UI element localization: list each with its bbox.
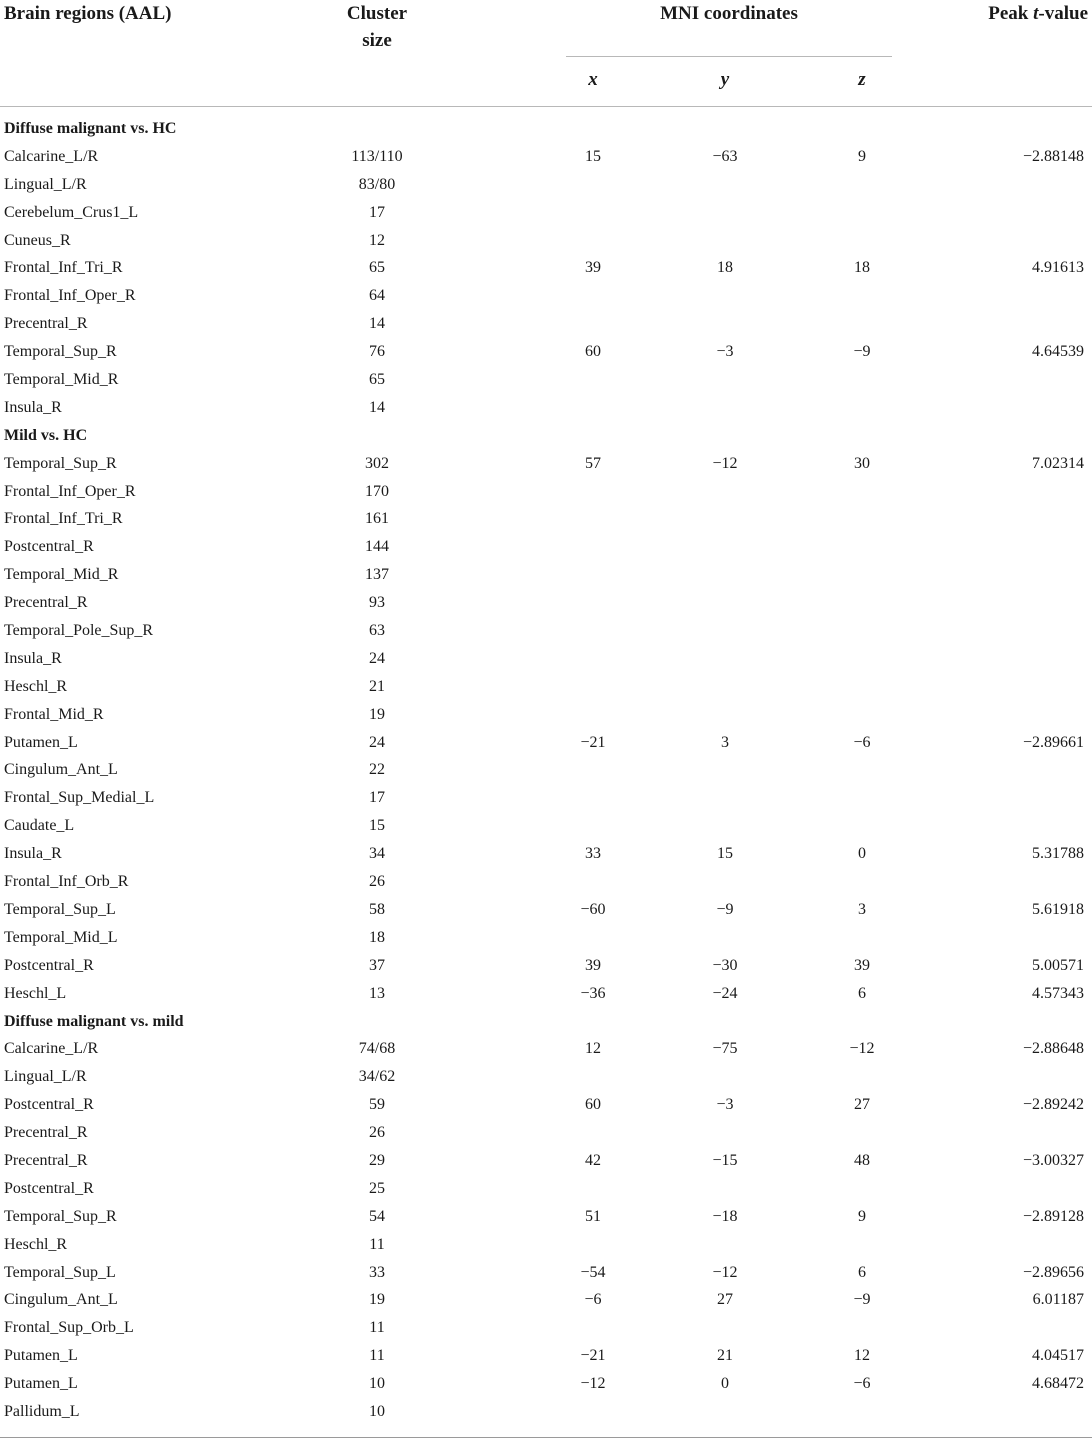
table-row <box>0 1119 1092 1147</box>
cell-x: 15 <box>585 147 601 165</box>
cell-cluster-size: 34 <box>369 845 385 863</box>
cell-region: Cuneus_R <box>4 231 71 249</box>
cell-cluster-size: 65 <box>369 371 385 389</box>
table-row <box>0 310 1092 338</box>
cell-x: 57 <box>585 454 601 472</box>
cell-region: Temporal_Sup_R <box>4 1207 117 1225</box>
cell-peak-t: 5.00571 <box>1032 956 1084 974</box>
cell-region: Frontal_Sup_Orb_L <box>4 1319 134 1337</box>
cell-cluster-size: 34/62 <box>358 1068 396 1086</box>
cell-x: 39 <box>585 956 601 974</box>
cell-peak-t: −2.89656 <box>1022 1263 1084 1281</box>
cell-region: Postcentral_R <box>4 1179 94 1197</box>
cell-x: 51 <box>585 1207 601 1225</box>
cell-cluster-size: 65 <box>369 259 385 277</box>
cell-x: 42 <box>585 1151 601 1169</box>
table-row <box>0 589 1092 617</box>
cell-z: −12 <box>849 1040 875 1058</box>
table-row <box>0 1370 1092 1398</box>
cell-cluster-size: 11 <box>369 1235 385 1253</box>
column-header-y: y <box>720 69 730 90</box>
cell-z: 48 <box>854 1151 870 1169</box>
cell-peak-t: −2.89128 <box>1022 1207 1084 1225</box>
cell-region: Temporal_Sup_L <box>4 900 116 918</box>
table-row <box>0 645 1092 673</box>
cluster-header-line2: size <box>362 30 392 51</box>
table-row <box>0 784 1092 812</box>
cell-x: 12 <box>585 1040 601 1058</box>
table-row <box>0 924 1092 952</box>
cell-z: −6 <box>853 1375 871 1393</box>
cell-z: 12 <box>854 1347 870 1365</box>
cell-cluster-size: 83/80 <box>358 175 396 193</box>
cell-cluster-size: 11 <box>369 1347 385 1365</box>
cell-region: Lingual_L/R <box>4 1068 87 1086</box>
cell-z: 3 <box>858 900 866 918</box>
cell-cluster-size: 14 <box>369 315 385 333</box>
table-row <box>0 617 1092 645</box>
cell-region: Cerebelum_Crus1_L <box>4 203 139 221</box>
cell-peak-t: 4.04517 <box>1032 1347 1084 1365</box>
cell-cluster-size: 29 <box>369 1151 385 1169</box>
cell-z: −6 <box>853 733 871 751</box>
cell-cluster-size: 22 <box>369 761 385 779</box>
cell-region: Heschl_L <box>4 984 67 1002</box>
cell-x: −36 <box>580 984 606 1002</box>
cell-y: 27 <box>717 1291 733 1309</box>
cell-cluster-size: 19 <box>369 705 385 723</box>
table-body <box>0 115 1092 1426</box>
cell-region: Putamen_L <box>4 1375 78 1393</box>
column-header-region: Brain regions (AAL) <box>4 3 172 24</box>
cell-region: Precentral_R <box>4 1124 88 1142</box>
cell-region: Heschl_R <box>4 677 68 695</box>
cell-cluster-size: 113/110 <box>351 147 403 165</box>
cell-y: −18 <box>712 1207 738 1225</box>
table-row <box>0 896 1092 924</box>
cell-region: Temporal_Mid_R <box>4 371 119 389</box>
cell-x: −6 <box>584 1291 602 1309</box>
cell-cluster-size: 37 <box>369 956 385 974</box>
table-header <box>0 0 1092 107</box>
peak-suffix: -value <box>1038 3 1088 24</box>
column-header-x: x <box>588 69 598 90</box>
cell-region: Calcarine_L/R <box>4 1040 99 1058</box>
cell-cluster-size: 21 <box>369 677 385 695</box>
cell-region: Postcentral_R <box>4 538 94 556</box>
cell-y: −24 <box>712 984 738 1002</box>
cell-cluster-size: 15 <box>369 817 385 835</box>
cell-x: −54 <box>580 1263 606 1281</box>
table-row <box>0 1342 1092 1370</box>
cell-z: −9 <box>853 343 871 361</box>
cell-region: Cingulum_Ant_L <box>4 761 118 779</box>
cell-cluster-size: 11 <box>369 1319 385 1337</box>
cell-z: 0 <box>858 845 866 863</box>
cell-x: −21 <box>580 733 606 751</box>
cell-z: 18 <box>854 259 870 277</box>
cell-y: −9 <box>716 900 734 918</box>
table-row <box>0 171 1092 199</box>
cell-cluster-size: 144 <box>365 538 389 556</box>
cell-cluster-size: 18 <box>369 928 385 946</box>
cell-region: Precentral_R <box>4 594 88 612</box>
table-row <box>0 254 1092 282</box>
cell-region: Frontal_Inf_Oper_R <box>4 482 136 500</box>
cell-y: −15 <box>712 1151 738 1169</box>
cell-cluster-size: 14 <box>369 398 385 416</box>
cell-cluster-size: 63 <box>369 622 385 640</box>
cell-region: Heschl_R <box>4 1235 68 1253</box>
table-row <box>0 366 1092 394</box>
table-row <box>0 199 1092 227</box>
cell-z: 39 <box>854 956 870 974</box>
cell-cluster-size: 170 <box>365 482 389 500</box>
table-row <box>0 450 1092 478</box>
cell-region: Frontal_Inf_Tri_R <box>4 510 123 528</box>
cell-cluster-size: 24 <box>369 649 385 667</box>
table-row <box>0 1314 1092 1342</box>
table-row <box>0 338 1092 366</box>
column-header-cluster-size <box>318 0 436 54</box>
table-row <box>0 701 1092 729</box>
cell-cluster-size: 26 <box>369 873 385 891</box>
table-row <box>0 1035 1092 1063</box>
table-row <box>0 729 1092 757</box>
column-header-peak-t <box>988 0 1088 27</box>
cell-peak-t: −3.00327 <box>1022 1151 1084 1169</box>
cell-cluster-size: 19 <box>369 1291 385 1309</box>
cell-cluster-size: 17 <box>369 789 385 807</box>
column-header-z: z <box>858 69 866 90</box>
cell-cluster-size: 17 <box>369 203 385 221</box>
cell-x: −21 <box>580 1347 606 1365</box>
cell-z: 27 <box>854 1096 870 1114</box>
section-title: Diffuse malignant vs. mild <box>4 1012 184 1030</box>
cell-y: −3 <box>716 343 734 361</box>
table-row <box>0 840 1092 868</box>
cell-region: Temporal_Mid_L <box>4 928 118 946</box>
cell-region: Postcentral_R <box>4 956 94 974</box>
cell-peak-t: 7.02314 <box>1032 454 1084 472</box>
cell-region: Temporal_Sup_L <box>4 1263 116 1281</box>
cell-cluster-size: 10 <box>369 1402 385 1420</box>
cell-peak-t: −2.89661 <box>1022 733 1084 751</box>
cell-cluster-size: 302 <box>365 454 389 472</box>
table-row <box>0 868 1092 896</box>
cell-peak-t: −2.89242 <box>1022 1096 1084 1114</box>
cell-region: Frontal_Inf_Orb_R <box>4 873 129 891</box>
section-header-row <box>0 422 1092 450</box>
table-row <box>0 952 1092 980</box>
cell-cluster-size: 33 <box>369 1263 385 1281</box>
cell-region: Putamen_L <box>4 1347 78 1365</box>
cell-peak-t: −2.88648 <box>1022 1040 1084 1058</box>
table-row <box>0 812 1092 840</box>
cell-cluster-size: 76 <box>369 343 385 361</box>
cell-z: 30 <box>854 454 870 472</box>
cell-peak-t: −2.88148 <box>1022 147 1084 165</box>
cell-cluster-size: 137 <box>365 566 389 584</box>
table-row <box>0 1259 1092 1287</box>
cell-x: 60 <box>585 343 601 361</box>
table-row <box>0 1147 1092 1175</box>
cell-region: Frontal_Mid_R <box>4 705 104 723</box>
cell-region: Frontal_Inf_Tri_R <box>4 259 123 277</box>
table-row <box>0 1175 1092 1203</box>
table-row <box>0 1063 1092 1091</box>
table-row <box>0 505 1092 533</box>
cell-y: −30 <box>712 956 738 974</box>
cell-cluster-size: 74/68 <box>358 1040 396 1058</box>
cell-region: Temporal_Pole_Sup_R <box>4 622 154 640</box>
cell-region: Precentral_R <box>4 315 88 333</box>
cell-peak-t: 5.61918 <box>1032 900 1084 918</box>
section-header-row <box>0 1008 1092 1036</box>
cell-y: −12 <box>712 454 738 472</box>
cell-region: Putamen_L <box>4 733 78 751</box>
cell-y: −3 <box>716 1096 734 1114</box>
table-bottom-rule <box>0 1437 1092 1438</box>
table-row <box>0 143 1092 171</box>
cell-y: −12 <box>712 1263 738 1281</box>
cell-cluster-size: 54 <box>369 1207 385 1225</box>
cell-region: Lingual_L/R <box>4 175 87 193</box>
table-row <box>0 478 1092 506</box>
cell-region: Insula_R <box>4 649 62 667</box>
cell-region: Temporal_Sup_R <box>4 454 117 472</box>
cell-peak-t: 5.31788 <box>1032 845 1084 863</box>
cell-cluster-size: 24 <box>369 733 385 751</box>
cell-cluster-size: 10 <box>369 1375 385 1393</box>
cell-x: 33 <box>585 845 601 863</box>
cell-cluster-size: 64 <box>369 287 385 305</box>
cell-peak-t: 6.01187 <box>1032 1291 1084 1309</box>
table-row <box>0 1091 1092 1119</box>
cell-cluster-size: 59 <box>369 1096 385 1114</box>
cell-region: Cingulum_Ant_L <box>4 1291 118 1309</box>
cell-cluster-size: 161 <box>365 510 389 528</box>
cell-cluster-size: 93 <box>369 594 385 612</box>
table-row <box>0 1231 1092 1259</box>
cell-z: 6 <box>858 984 866 1002</box>
cell-peak-t: 4.91613 <box>1032 259 1084 277</box>
table-row <box>0 1203 1092 1231</box>
table-row <box>0 756 1092 784</box>
cell-z: 9 <box>858 1207 866 1225</box>
cell-y: 21 <box>717 1347 733 1365</box>
cell-cluster-size: 26 <box>369 1124 385 1142</box>
cell-cluster-size: 12 <box>369 231 385 249</box>
section-title: Diffuse malignant vs. HC <box>4 120 177 137</box>
table-row <box>0 673 1092 701</box>
cell-peak-t: 4.68472 <box>1032 1375 1084 1393</box>
table-row <box>0 282 1092 310</box>
cell-z: −9 <box>853 1291 871 1309</box>
cell-x: 39 <box>585 259 601 277</box>
cell-cluster-size: 13 <box>369 984 385 1002</box>
peak-prefix: Peak <box>988 3 1034 24</box>
cell-x: 60 <box>585 1096 601 1114</box>
cell-x: −12 <box>580 1375 606 1393</box>
cell-y: 18 <box>717 259 733 277</box>
cell-y: −63 <box>712 147 738 165</box>
table-row <box>0 394 1092 422</box>
table-row <box>0 533 1092 561</box>
cell-region: Temporal_Sup_R <box>4 343 117 361</box>
cell-region: Temporal_Mid_R <box>4 566 119 584</box>
cell-region: Frontal_Inf_Oper_R <box>4 287 136 305</box>
table-row <box>0 980 1092 1008</box>
section-title: Mild vs. HC <box>4 426 88 444</box>
cell-peak-t: 4.57343 <box>1032 984 1084 1002</box>
cell-z: 6 <box>858 1263 866 1281</box>
cell-peak-t: 4.64539 <box>1032 343 1084 361</box>
cell-z: 9 <box>858 147 866 165</box>
cell-region: Calcarine_L/R <box>4 147 99 165</box>
cell-y: −75 <box>712 1040 738 1058</box>
cell-region: Precentral_R <box>4 1151 88 1169</box>
cell-region: Postcentral_R <box>4 1096 94 1114</box>
cell-cluster-size: 25 <box>369 1179 385 1197</box>
cell-y: 15 <box>717 845 733 863</box>
peak-t: t <box>1033 3 1039 24</box>
cell-region: Caudate_L <box>4 817 75 835</box>
mni-divider <box>566 56 892 57</box>
table-row <box>0 1286 1092 1314</box>
cell-region: Insula_R <box>4 845 62 863</box>
cell-region: Insula_R <box>4 398 62 416</box>
cell-x: −60 <box>580 900 606 918</box>
cell-region: Frontal_Sup_Medial_L <box>4 789 155 807</box>
table-row <box>0 561 1092 589</box>
cluster-header-line1: Cluster <box>346 3 408 24</box>
column-header-mni: MNI coordinates <box>660 3 798 24</box>
cell-y: 3 <box>721 733 729 751</box>
cell-cluster-size: 58 <box>369 900 385 918</box>
section-header-row <box>0 115 1092 143</box>
cell-region: Pallidum_L <box>4 1402 80 1420</box>
table-row <box>0 227 1092 255</box>
table-row <box>0 1398 1092 1426</box>
cell-y: 0 <box>721 1375 729 1393</box>
